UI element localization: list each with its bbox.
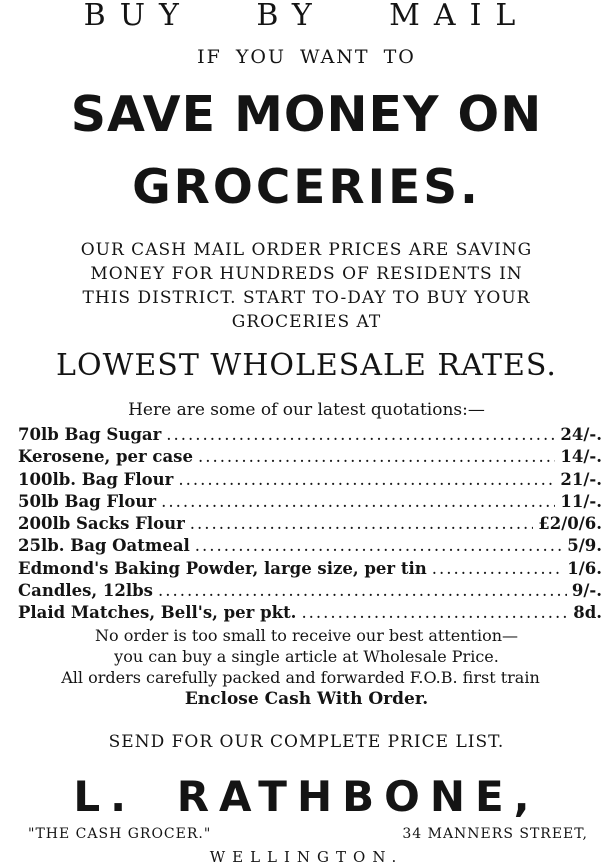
quotations-intro: Here are some of our latest quotations:— [128, 400, 485, 420]
leader-dots [158, 580, 567, 602]
price-value: 24/-. [560, 425, 602, 444]
price-value: 1/6. [567, 558, 602, 578]
price-row [18, 535, 602, 557]
price-row [18, 602, 602, 624]
price-item: Plaid Matches, Bell's, per pkt. [18, 603, 297, 623]
buy-by-mail-headline: BUY BY MAIL [83, 0, 530, 33]
price-item: Kerosene, per case [18, 447, 193, 467]
price-value: 11/-. [560, 491, 602, 511]
enclose-cash-notice: Enclose Cash With Order. [184, 689, 429, 709]
price-row [18, 580, 602, 602]
save-money-headline: SAVE MONEY ON [70, 86, 543, 143]
lowest-wholesale-rates-heading: LOWEST WHOLESALE RATES. [56, 348, 557, 383]
price-item: 70lb Bag Sugar [18, 425, 162, 444]
leader-dots [166, 424, 555, 446]
if-you-want-to-line: IF YOU WANT TO [197, 46, 416, 68]
price-value: 14/-. [560, 447, 602, 467]
merchant-name: L. RATHBONE, [73, 772, 540, 821]
single-article-notice: you can buy a single article at Wholesale Price. [114, 647, 499, 666]
no-order-too-small-notice: No order is too small to receive our best attention— [94, 626, 519, 645]
intro-paragraph [0, 238, 613, 334]
price-value: £2/0/6. [538, 514, 602, 534]
price-value: 21/-. [560, 469, 602, 489]
price-row [18, 513, 602, 535]
leader-dots [195, 535, 562, 557]
merchant-tagline: "THE CASH GROCER." [28, 826, 212, 842]
intro-line-4: GROCERIES AT [231, 312, 382, 332]
price-item: 50lb Bag Flour [18, 491, 157, 511]
price-row [18, 446, 602, 468]
send-for-price-list: SEND FOR OUR COMPLETE PRICE LIST. [108, 732, 505, 752]
leader-dots [198, 446, 555, 468]
merchant-address: 34 MANNERS STREET, [402, 826, 588, 842]
groceries-headline: GROCERIES. [132, 160, 481, 215]
price-row [18, 491, 602, 513]
leader-dots [178, 469, 555, 491]
intro-line-2: MONEY FOR HUNDREDS OF RESIDENTS IN [90, 264, 523, 284]
intro-line-3: THIS DISTRICT. START TO-DAY TO BUY YOUR [82, 288, 531, 308]
price-value: 9/-. [571, 581, 602, 601]
price-item: Edmond's Baking Powder, large size, per tin [18, 558, 427, 578]
price-item: 200lb Sacks Flour [18, 514, 185, 534]
leader-dots [301, 602, 568, 624]
price-value: 5/9. [567, 536, 602, 556]
leader-dots [161, 491, 555, 513]
shipping-notice: All orders carefully packed and forwarded F.O.B. first train [61, 668, 540, 687]
price-row [18, 424, 602, 446]
leader-dots [432, 558, 563, 580]
price-value: 8d. [573, 603, 602, 623]
price-row [18, 469, 602, 491]
price-item: 25lb. Bag Oatmeal [18, 536, 190, 556]
price-item: Candles, 12lbs [18, 581, 153, 601]
merchant-city: WELLINGTON. [209, 848, 404, 866]
price-list [18, 424, 602, 625]
price-item: 100lb. Bag Flour [18, 469, 174, 489]
price-row [18, 558, 602, 580]
leader-dots [190, 513, 533, 535]
intro-line-1: OUR CASH MAIL ORDER PRICES ARE SAVING [80, 240, 533, 260]
